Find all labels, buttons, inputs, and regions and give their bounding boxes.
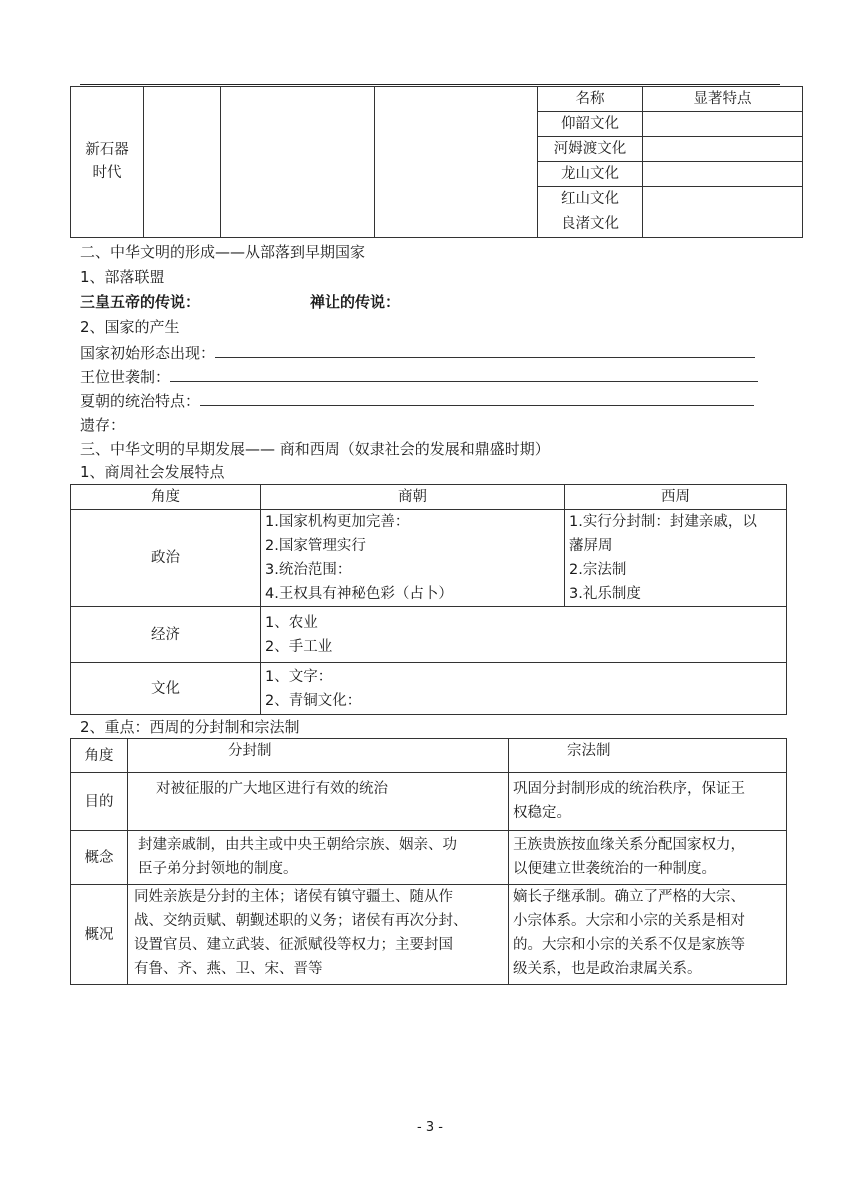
purpose-label: 目的: [71, 773, 128, 831]
hereditary-label: 王位世袭制：: [80, 368, 171, 386]
politics-label: 政治: [71, 510, 261, 607]
shang-politics-item: 1.国家机构更加完善：: [265, 514, 410, 530]
section3-heading: 三、中华文明的早期发展—— 商和西周（奴隶社会的发展和鼎盛时期）: [80, 440, 550, 458]
economy-cell: [261, 607, 787, 663]
section2-sub1: 1、部落联盟: [80, 268, 165, 286]
overview-label: 概况: [71, 885, 128, 985]
zhou-politics-item: 3.礼乐制度: [569, 586, 641, 602]
state-form-blank[interactable]: [215, 343, 755, 358]
t1-header-shang: 商朝: [261, 485, 565, 510]
zhou-politics-item: 1.实行分封制：封建亲戚，以: [569, 514, 757, 530]
zhou-politics-item: 藩屏周: [569, 538, 613, 554]
economy-item: 2、手工业: [265, 638, 333, 655]
fenfeng-zongfa-table: [70, 738, 787, 985]
purpose-fenfeng: 对被征服的广大地区进行有效的统治: [128, 773, 509, 831]
neolithic-period: 新石器时代: [85, 142, 129, 181]
hereditary-blank[interactable]: [170, 367, 758, 382]
section3-sub1: 1、商周社会发展特点: [80, 463, 225, 481]
page-number: - 3 -: [417, 1120, 443, 1135]
culture-item: 1、文字：: [265, 668, 333, 685]
neolithic-period-cell: [71, 87, 144, 238]
culture-item: 2、青铜文化：: [265, 692, 362, 709]
t2-header-fenfeng: 分封制: [128, 739, 509, 773]
purpose-zongfa: 巩固分封制形成的统治秩序，保证王 权稳定。: [509, 773, 787, 831]
t2-header-angle: 角度: [71, 739, 128, 773]
zhou-politics: [565, 510, 787, 607]
section3-sub2: 2、重点：西周的分封制和宗法制: [80, 718, 300, 736]
culture-name: 龙山文化: [538, 162, 643, 187]
hereditary-fill: [80, 366, 758, 388]
concept-fenfeng: 封建亲戚制，由共主或中央王朝给宗族、姻亲、功 臣子弟分封领地的制度。: [128, 831, 509, 885]
shang-politics-item: 3.统治范围：: [265, 562, 352, 578]
shang-politics-item: 2.国家管理实行: [265, 538, 366, 554]
section2-sub2: 2、国家的产生: [80, 318, 180, 336]
culture-name: 良渚文化: [561, 216, 619, 232]
header-rule: [80, 84, 780, 85]
xia-blank[interactable]: [200, 391, 754, 406]
t1-header-angle: 角度: [71, 485, 261, 510]
shang-zhou-table: [70, 484, 787, 715]
t1-header-zhou: 西周: [565, 485, 787, 510]
shanrang-legend-label: 禅让的传说：: [310, 293, 401, 311]
culture-name: 河姆渡文化: [538, 137, 643, 162]
culture-cell: [261, 663, 787, 715]
xia-label: 夏朝的统治特点：: [80, 392, 201, 410]
relics-label: 遗存：: [80, 416, 126, 434]
overview-fenfeng: 同姓亲族是分封的主体；诸侯有镇守疆土、随从作 战、交纳贡赋、朝觐述职的义务；诸侯有再次分封、 设置官员、建立武装、征派赋役等权力；主要封国 有鲁、齐、燕、卫、宋、晋等: [128, 885, 509, 985]
concept-zongfa: 王族贵族按血缘关系分配国家权力， 以便建立世袭统治的一种制度。: [509, 831, 787, 885]
culture-name: 红山文化: [561, 191, 619, 207]
shang-politics-item: 4.王权具有神秘色彩（占卜）: [265, 586, 453, 602]
culture-name: 仰韶文化: [538, 112, 643, 137]
t2-header-zongfa: 宗法制: [509, 739, 787, 773]
col-name-header: 名称: [538, 87, 643, 112]
concept-label: 概念: [71, 831, 128, 885]
state-form-label: 国家初始形态出现：: [80, 344, 216, 362]
xia-fill: [80, 390, 754, 412]
section2-heading: 二、中华文明的形成——从部落到早期国家: [80, 243, 366, 261]
culture-label: 文化: [71, 663, 261, 715]
col-feature-header: 显著特点: [643, 87, 803, 112]
state-form-fill: [80, 342, 755, 364]
shang-politics: [261, 510, 565, 607]
zhou-politics-item: 2.宗法制: [569, 562, 627, 578]
neolithic-table: [70, 86, 803, 238]
sanhuang-legend-label: 三皇五帝的传说：: [80, 293, 201, 311]
culture-name-pair: [538, 187, 643, 238]
economy-label: 经济: [71, 607, 261, 663]
overview-zongfa: 嫡长子继承制。确立了严格的大宗、 小宗体系。大宗和小宗的关系是相对 的。大宗和小宗的关系不仅是家族等 级关系，也是政治隶属关系。: [509, 885, 787, 985]
economy-item: 1、农业: [265, 614, 318, 631]
